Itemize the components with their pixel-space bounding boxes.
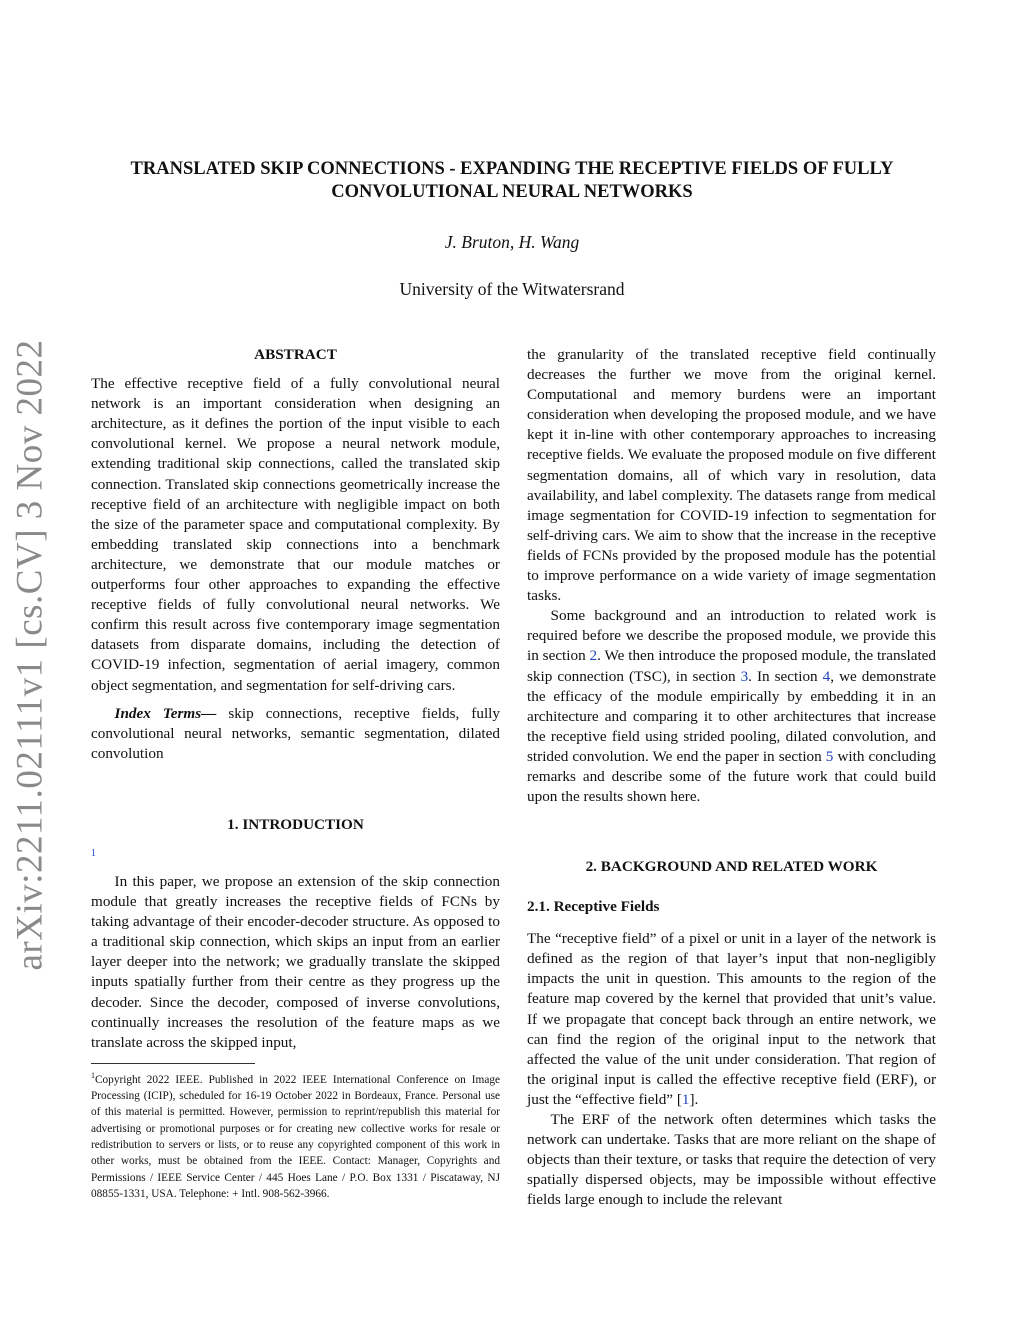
- receptive-fields-heading: 2.1. Receptive Fields: [527, 898, 660, 916]
- footnote-rule: [91, 1063, 255, 1064]
- right-column: [527, 345, 936, 807]
- intro-heading: 1. INTRODUCTION: [227, 816, 364, 833]
- section-2-link[interactable]: 2: [589, 647, 598, 665]
- footnote-sup: 1: [91, 1071, 95, 1080]
- index-terms: [91, 704, 500, 764]
- section-3-link[interactable]: 3: [740, 667, 749, 685]
- citation-1-link[interactable]: 1: [681, 1090, 690, 1108]
- abstract-section: [91, 345, 500, 764]
- index-terms-label: Index Terms—: [114, 704, 217, 722]
- background-section: [527, 857, 936, 1211]
- background-paragraph-1: The “receptive field” of a pixel or unit in a layer of the network is defined as the region of that layer’s input that non-negligibly impacts the unit in question. This amounts to the region of the feature map covered by the kernel that provided that unit’s value. If we propagate that concept back through an entire network, we can find the region of the original input to the network that affected the value of the unit under consideration. That region of the original input is called the effective receptive field (ERF), or just the “effective field” [1].: [527, 930, 936, 1108]
- background-paragraph-2: The ERF of the network often determines which tasks the network can undertake. Tasks that are more reliant on the shape of objects than their texture, or tasks that require the detection of very spatially dispersed objects, may be impossible without effective fields large enough to include the relevant: [527, 1111, 936, 1209]
- paper-affiliation: University of the Witwatersrand: [399, 279, 625, 299]
- footnote-marker[interactable]: 1: [91, 848, 96, 859]
- index-terms-text: skip connections, receptive fields, fully convolutional neural networks, semantic segmentation, dilated convolution: [91, 704, 500, 762]
- abstract-heading: ABSTRACT: [254, 346, 337, 363]
- intro-paragraph-2: the granularity of the translated receptive field continually decreases the further we move from the original kernel. Computational and memory burdens were an important consideration when developing the proposed module, and we have kept it in-line with other contemporary approaches to increasing receptive fields. We evaluate the proposed module on five different segmentation domains, all of which vary in resolution, data availability, and label complexity. The datasets range from medical image segmentation for COVID-19 infection to segmentation for self-driving cars. We aim to show that the increase in the receptive fields of FCNs provided by the proposed module has the potential to improve performance on a wide variety of image segmentation tasks.: [527, 346, 936, 605]
- section-5-link[interactable]: 5: [825, 747, 834, 765]
- introduction-section: [91, 815, 500, 835]
- intro-body: [91, 872, 500, 1053]
- arxiv-stamp-text: arXiv:2211.02111v1 [cs.CV] 3 Nov 2022: [9, 339, 51, 971]
- paper-authors: J. Bruton, H. Wang: [444, 232, 580, 252]
- arxiv-stamp: [8, 339, 52, 971]
- paper-title: TRANSLATED SKIP CONNECTIONS - EXPANDING THE RECEPTIVE FIELDS OF FULLY CONVOLUTIONAL NEURAL NETWORKS: [130, 159, 894, 202]
- footnote-text: Copyright 2022 IEEE. Published in 2022 IEEE International Conference on Image Processing (ICIP), scheduled for 16-19 October 2022 in Bordeaux, France. Personal use of this material is permitted. However, permission to reprint/republish this material for advertising or promotional purposes or for creating new collective works for resale or redistribution to servers or lists, or to reuse any copyrighted component of this work in other works, must be obtained from the IEEE. Contact: Manager, Copyrights and Permissions / IEEE Service Center / 445 Hoes Lane / P.O. Box 1331 / Piscataway, NJ 08855-1331, USA. Telephone: + Intl. 908-562-3966.: [91, 1073, 500, 1200]
- intro-paragraph-1: In this paper, we propose an extension of the skip connection module that greatly increases the receptive fields of FCNs by taking advantage of their encoder-decoder structure. As opposed to a traditional skip connection, which skips an input from an earlier layer deeper into the network; we gradually translate the skipped inputs spatially further from their centre as they progress up the decoder. Since the decoder, composed of inverse convolutions, continually increases the resolution of the feature maps as we translate across the skipped input,: [91, 873, 500, 1051]
- abstract-text: The effective receptive field of a fully convolutional neural network is an important consideration when designing an architecture, as it defines the portion of the input visible to each convolutional kernel. We propose a neural network module, extending traditional skip connections, called the translated skip connection. Translated skip connections geometrically increase the receptive field of an architecture with negligible impact on both the size of the parameter space and computational complexity. By embedding translated skip connections into a benchmark architecture, we demonstrate that our module matches or outperforms four other approaches to expanding the effective receptive fields of fully convolutional neural networks. We confirm this result across five contemporary image segmentation datasets from disparate domains, including the detection of COVID-19 infection, segmentation of aerial imagery, common object segmentation, and segmentation for self-driving cars.: [91, 375, 500, 694]
- section-4-link[interactable]: 4: [822, 667, 831, 685]
- background-heading: 2. BACKGROUND AND RELATED WORK: [585, 858, 878, 875]
- copyright-footnote: [91, 1068, 500, 1202]
- intro-paragraph-3: Some background and an introduction to related work is required before we describe the proposed module, we provide this in section 2. We then introduce the proposed module, the translated skip connection (TSC), in section 3. In section 4, we demonstrate the efficacy of the module empirically by embedding it in an architecture and comparing it to other architectures that increase the receptive field using strided pooling, dilated convolution, and strided convolution. We end the paper in section 5 with concluding remarks and describe some of the future work that could build upon the results shown here.: [527, 607, 937, 806]
